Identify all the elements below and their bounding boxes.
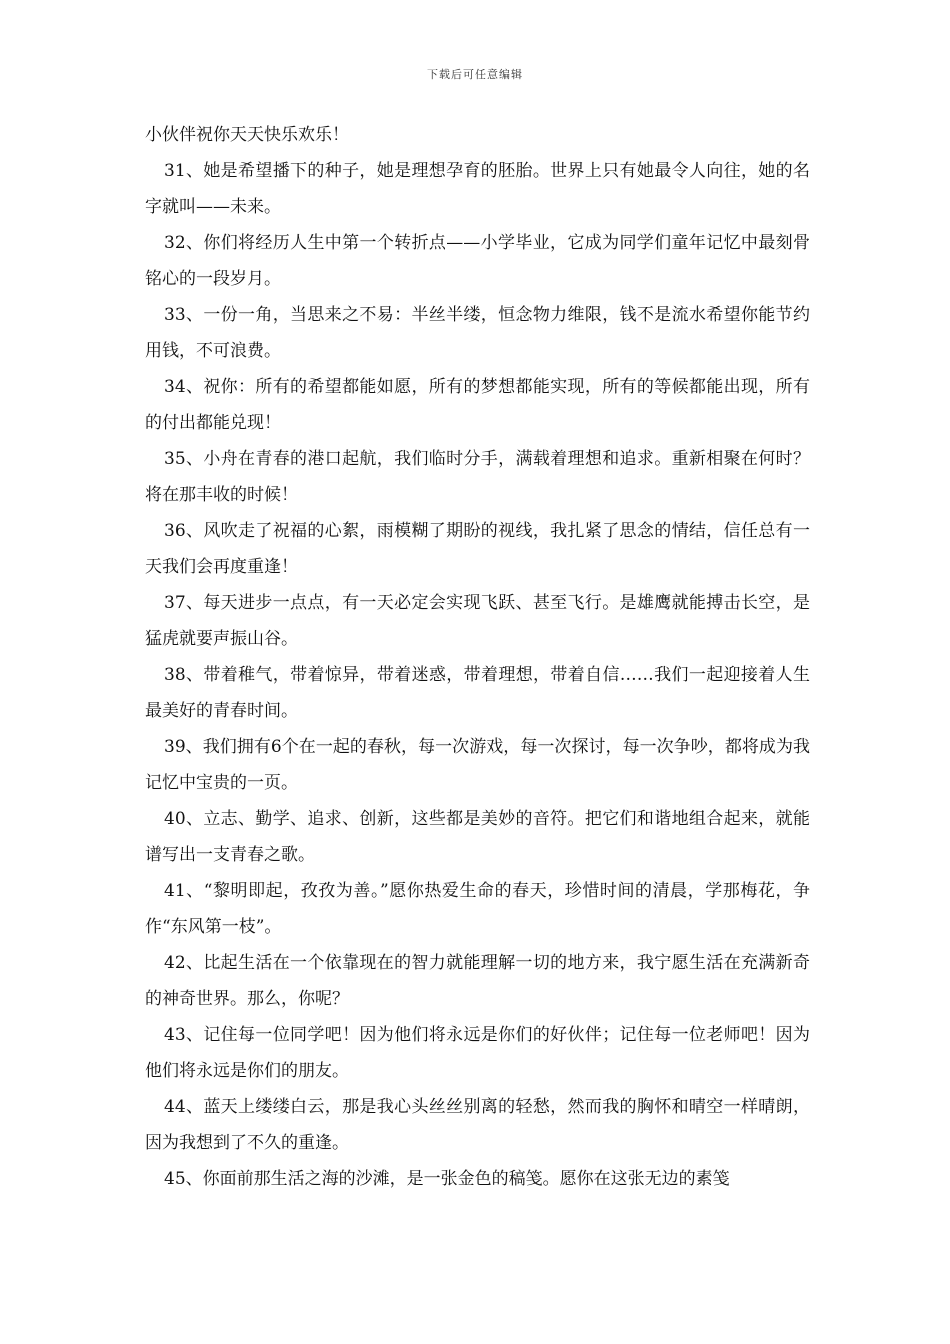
paragraph: 35、小舟在青春的港口起航，我们临时分手，满载着理想和追求。重新相聚在何时？将在那丰收的时候！ <box>145 449 810 505</box>
paragraph: 34、祝你：所有的希望都能如愿，所有的梦想都能实现，所有的等候都能出现，所有的付出都能兑现！ <box>145 377 810 433</box>
paragraph: 39、我们拥有6个在一起的春秋，每一次游戏，每一次探讨，每一次争吵，都将成为我记忆中宝贵的一页。 <box>145 737 810 793</box>
paragraph: 37、每天进步一点点，有一天必定会实现飞跃、甚至飞行。是雄鹰就能搏击长空，是猛虎就要声振山谷。 <box>145 593 810 649</box>
paragraph: 31、她是希望播下的种子，她是理想孕育的胚胎。世界上只有她最令人向往，她的名字就叫——未来。 <box>145 161 810 217</box>
page-header: 下载后可任意编辑 <box>427 68 523 81</box>
paragraph: 43、记住每一位同学吧！因为他们将永远是你们的好伙伴；记住每一位老师吧！因为他们将永远是你们的朋友。 <box>145 1025 810 1081</box>
paragraph: 小伙伴祝你天天快乐欢乐！ <box>145 125 349 145</box>
paragraph: 44、蓝天上缕缕白云，那是我心头丝丝别离的轻愁，然而我的胸怀和晴空一样晴朗，因为我想到了不久的重逢。 <box>145 1097 810 1153</box>
paragraph: 36、风吹走了祝福的心絮，雨模糊了期盼的视线，我扎紧了思念的情结，信任总有一天我们会再度重逢！ <box>145 521 810 577</box>
paragraph: 42、比起生活在一个依靠现在的智力就能理解一切的地方来，我宁愿生活在充满新奇的神奇世界。那么，你呢？ <box>145 953 810 1009</box>
paragraph: 33、一份一角，当思来之不易：半丝半缕，恒念物力维限，钱不是流水希望你能节约用钱，不可浪费。 <box>145 305 810 361</box>
document-body <box>145 117 810 1197</box>
paragraph: 40、立志、勤学、追求、创新，这些都是美妙的音符。把它们和谐地组合起来，就能谱写出一支青春之歌。 <box>145 809 810 865</box>
paragraph: 32、你们将经历人生中第一个转折点——小学毕业，它成为同学们童年记忆中最刻骨铭心的一段岁月。 <box>145 233 810 289</box>
paragraph: 38、带着稚气，带着惊异，带着迷惑，带着理想，带着自信……我们一起迎接着人生最美好的青春时间。 <box>145 665 810 721</box>
paragraph: 45、你面前那生活之海的沙滩，是一张金色的稿笺。愿你在这张无边的素笺 <box>164 1169 730 1189</box>
paragraph: 41、“黎明即起，孜孜为善。”愿你热爱生命的春天，珍惜时间的清晨，学那梅花，争作“东风第一枝”。 <box>145 881 810 937</box>
